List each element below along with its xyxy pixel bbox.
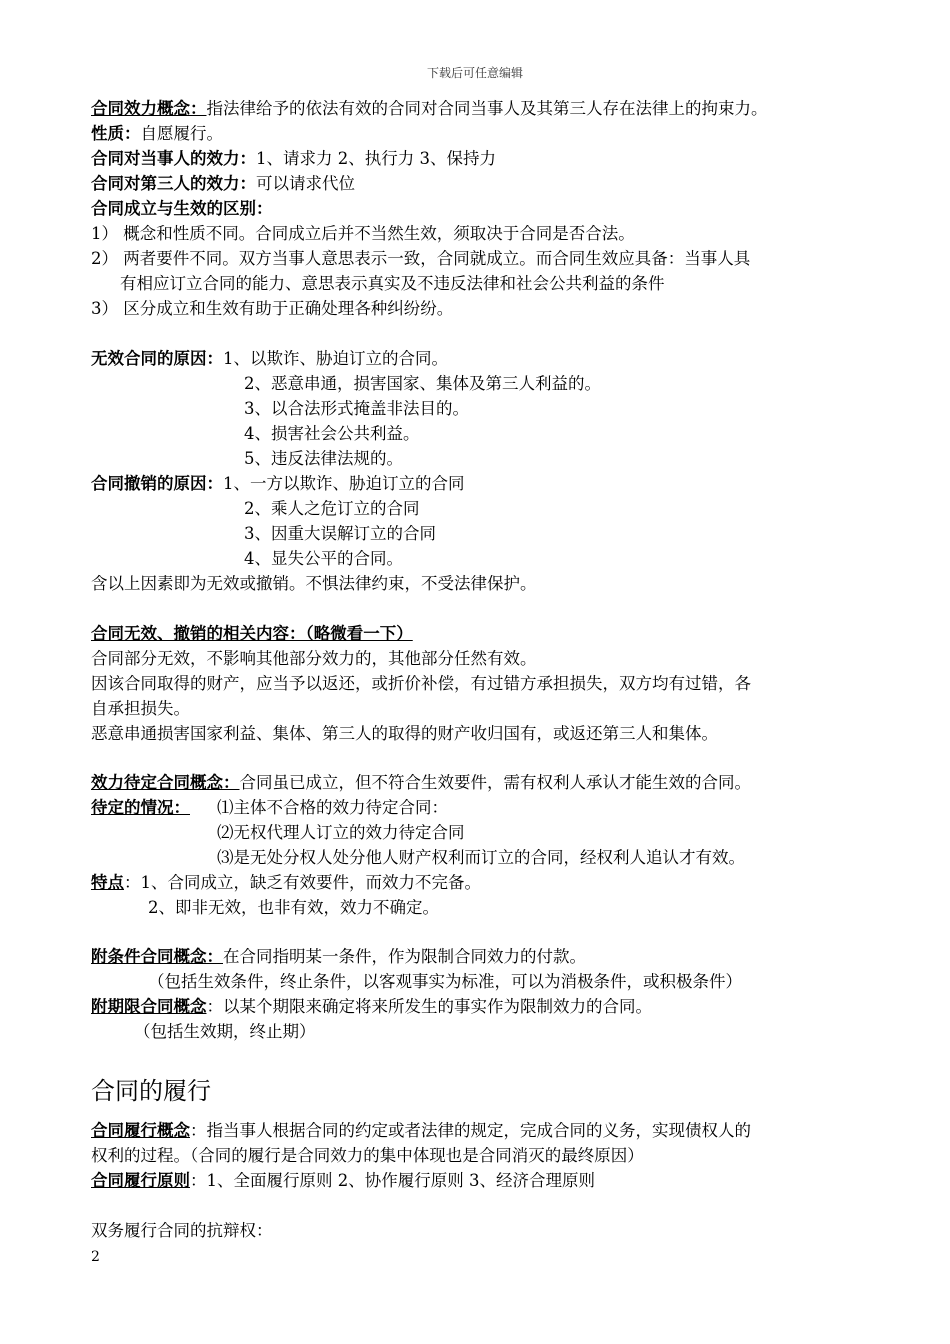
term-label: 合同履行原则: [91, 1171, 190, 1190]
term-text: 可以请求代位: [256, 174, 355, 193]
term-text: ：1、合同成立，缺乏有效要件，而效力不完备。: [124, 873, 481, 892]
paragraph: [91, 1169, 595, 1193]
paragraph: [91, 945, 586, 969]
list-item: 5、违反法律法规的。: [244, 449, 403, 468]
list-item: 2） 两者要件不同。双方当事人意思表示一致，合同就成立。而合同生效应具备：当事人具: [91, 249, 751, 268]
list-item: 2、乘人之危订立的合同: [244, 499, 420, 518]
list-item: 4、显失公平的合同。: [244, 549, 403, 568]
paragraph: 权利的过程。（合同的履行是合同效力的集中体现也是合同消灭的最终原因）: [91, 1146, 644, 1165]
paragraph: [91, 347, 448, 371]
list-item: 2、恶意串通，损害国家、集体及第三人利益的。: [244, 374, 601, 393]
term-text: ：以某个期限来确定将来所发生的事实作为限制效力的合同。: [206, 997, 652, 1016]
paragraph: [91, 995, 652, 1019]
list-item: 3、以合法形式掩盖非法目的。: [244, 399, 469, 418]
term-label: 合同履行概念: [91, 1121, 190, 1140]
term-text: ：指当事人根据合同的约定或者法律的规定，完成合同的义务，实现债权人的: [190, 1121, 751, 1140]
term-text: 1、一方以欺诈、胁迫订立的合同: [223, 474, 465, 493]
paragraph: 合同部分无效，不影响其他部分效力的，其他部分任然有效。: [91, 649, 537, 668]
term-label: 性质：: [91, 124, 141, 143]
paragraph: [91, 771, 751, 795]
paragraph: [91, 472, 465, 496]
list-item: 3） 区分成立和生效有助于正确处理各种纠纷纷。: [91, 299, 454, 318]
term-label: 合同撤销的原因：: [91, 474, 223, 493]
term-text: ：1、全面履行原则 2、协作履行原则 3、经济合理原则: [190, 1171, 595, 1190]
list-item: ⑵无权代理人订立的效力待定合同: [217, 823, 465, 842]
paragraph: 自承担损失。: [91, 699, 190, 718]
list-item: ⑶是无处分权人处分他人财产权利而订立的合同，经权利人追认才有效。: [217, 848, 745, 867]
paragraph: 因该合同取得的财产，应当予以返还，或折价补偿，有过错方承担损失，双方均有过错，各: [91, 674, 751, 693]
term-label: 合同对第三人的效力：: [91, 174, 256, 193]
term-label: 合同对当事人的效力：: [91, 149, 256, 168]
paragraph: （包括生效条件，终止条件，以客观事实为标准，可以为消极条件，或积极条件）: [148, 972, 742, 991]
term-text: ⑴主体不合格的效力待定合同：: [217, 798, 448, 817]
term-label: 附期限合同概念: [91, 997, 207, 1016]
page-number: 2: [91, 1249, 100, 1265]
paragraph: （包括生效期，终止期）: [134, 1022, 316, 1041]
term-text: 1、以欺诈、胁迫订立的合同。: [223, 349, 448, 368]
paragraph: [91, 871, 481, 895]
term-label: 无效合同的原因：: [91, 349, 223, 368]
term-text: 合同虽已成立，但不符合生效要件，需有权利人承认才能生效的合同。: [239, 773, 751, 792]
term-text: 1、请求力 2、执行力 3、保持力: [256, 149, 496, 168]
paragraph: [91, 97, 768, 121]
list-item: 3、因重大误解订立的合同: [244, 524, 436, 543]
list-item: 2、即非无效，也非有效，效力不确定。: [148, 898, 439, 917]
paragraph: 含以上因素即为无效或撤销。不惧法律约束，不受法律保护。: [91, 574, 537, 593]
list-item: 4、损害社会公共利益。: [244, 424, 420, 443]
paragraph: [91, 147, 496, 171]
paragraph: [91, 796, 448, 820]
section-heading: 合同成立与生效的区别：: [91, 199, 273, 218]
list-item: 1） 概念和性质不同。合同成立后并不当然生效，须取决于合同是否合法。: [91, 224, 635, 243]
paragraph: 恶意串通损害国家利益、集体、第三人的取得的财产收归国有，或返还第三人和集体。: [91, 724, 718, 743]
list-item-continuation: 有相应订立合同的能力、意思表示真实及不违反法律和社会公共利益的条件: [120, 274, 665, 293]
term-label: 特点: [91, 873, 124, 892]
term-text: 指法律给予的依法有效的合同对合同当事人及其第三人存在法律上的拘束力。: [206, 99, 768, 118]
term-label: 合同效力概念：: [91, 99, 207, 118]
section-title: 合同的履行: [91, 1077, 211, 1105]
page-header: 下载后可任意编辑: [426, 66, 523, 80]
term-text: 自愿履行。: [140, 124, 223, 143]
section-heading: 合同无效、撤销的相关内容：（略微看一下）: [91, 624, 413, 643]
term-label: 效力待定合同概念：: [91, 773, 240, 792]
term-text: 在合同指明某一条件，作为限制合同效力的付款。: [223, 947, 586, 966]
paragraph: [91, 122, 223, 146]
paragraph: [91, 1119, 751, 1143]
paragraph: [91, 172, 355, 196]
paragraph: 双务履行合同的抗辩权：: [91, 1221, 273, 1240]
term-label: 附条件合同概念：: [91, 947, 223, 966]
term-label: 待定的情况：: [91, 798, 190, 817]
